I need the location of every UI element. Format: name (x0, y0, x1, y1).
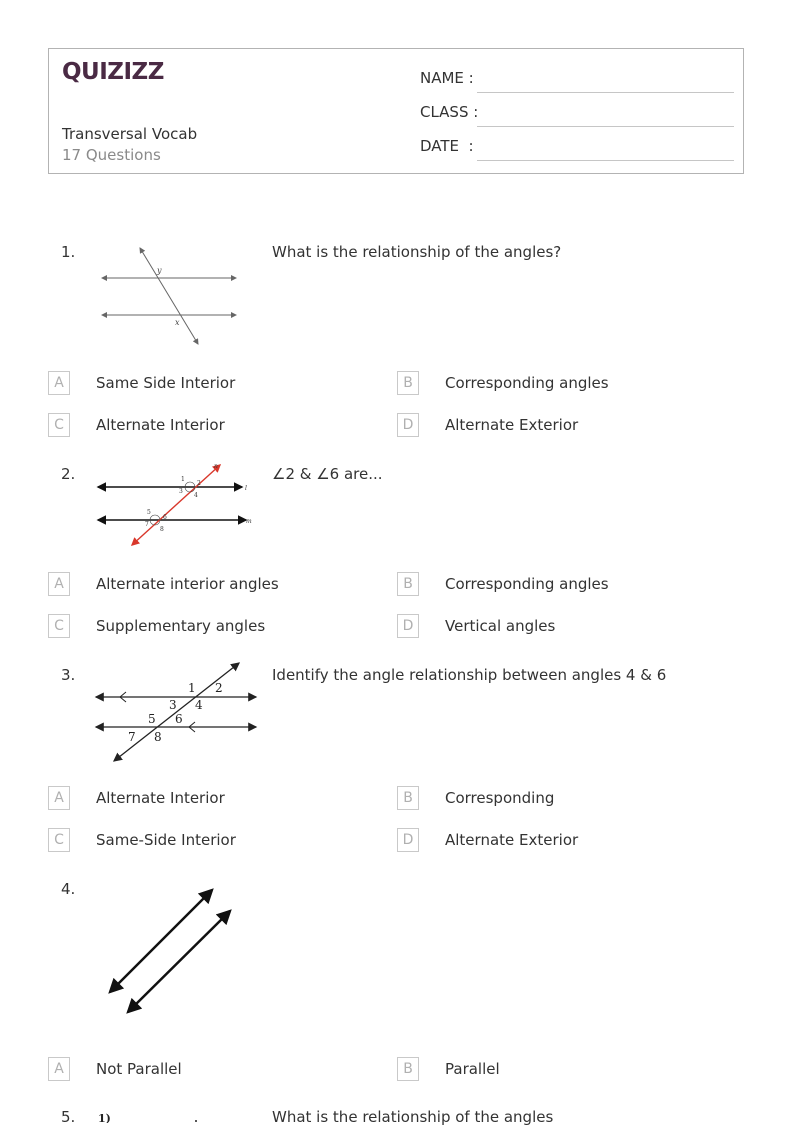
option-d-box[interactable]: D (397, 614, 419, 638)
question-number: 2. (61, 465, 76, 483)
option-a-box[interactable]: A (48, 1057, 70, 1081)
option-b-box[interactable]: B (397, 1057, 419, 1081)
fig-label: 3 (169, 698, 177, 712)
option-a-box[interactable]: A (48, 572, 70, 596)
option-a-text[interactable]: Alternate interior angles (96, 575, 279, 593)
date-line[interactable] (477, 160, 734, 161)
option-b-box[interactable]: B (397, 572, 419, 596)
question-number: 1. (61, 243, 76, 261)
option-c-box[interactable]: C (48, 828, 70, 852)
fig-label: 4 (194, 492, 198, 499)
fig-label: 2 (215, 681, 223, 695)
option-d-text[interactable]: Alternate Exterior (445, 416, 579, 434)
class-line[interactable] (477, 126, 734, 127)
fig-label: 8 (154, 730, 162, 744)
option-a-text[interactable]: Same Side Interior (96, 374, 236, 392)
fig-label: 5 (147, 509, 151, 516)
question-count: 17 Questions (62, 146, 161, 164)
transversal-figure-2 (90, 460, 260, 552)
fig-label: 3 (179, 488, 183, 495)
option-c-text[interactable]: Alternate Interior (96, 416, 225, 434)
question-text: What is the relationship of the angles (272, 1108, 554, 1126)
date-label: DATE : (420, 137, 474, 155)
fig-label: m (246, 518, 252, 525)
option-c-box[interactable]: C (48, 413, 70, 437)
option-b-text[interactable]: Corresponding angles (445, 575, 609, 593)
option-d-box[interactable]: D (397, 828, 419, 852)
fig-label: 1 (188, 681, 196, 695)
fig-label: 6 (163, 514, 167, 521)
option-a-box[interactable]: A (48, 371, 70, 395)
transversal-figure-3 (90, 658, 262, 766)
name-label: NAME : (420, 69, 474, 87)
quizizz-logo: QUIZIZZ (62, 59, 164, 85)
fig-label: 1) (98, 1112, 111, 1123)
question-text: Identify the angle relationship between angles 4 & 6 (272, 666, 667, 684)
option-b-text[interactable]: Parallel (445, 1060, 500, 1078)
option-c-box[interactable]: C (48, 614, 70, 638)
worksheet-title: Transversal Vocab (62, 125, 198, 143)
option-a-box[interactable]: A (48, 786, 70, 810)
class-field[interactable] (420, 103, 734, 125)
class-label: CLASS : (420, 103, 479, 121)
option-b-text[interactable]: Corresponding angles (445, 374, 609, 392)
angle-figure-5 (90, 1108, 210, 1123)
option-a-text[interactable]: Alternate Interior (96, 789, 225, 807)
fig-label: 6 (175, 712, 183, 726)
question-text: What is the relationship of the angles? (272, 243, 562, 261)
option-d-box[interactable]: D (397, 413, 419, 437)
fig-label: 7 (128, 730, 136, 744)
fig-label: 1 (181, 476, 185, 483)
fig-label: y (157, 266, 162, 275)
transversal-figure-1 (90, 242, 250, 350)
fig-label: x (175, 318, 180, 327)
option-c-text[interactable]: Same-Side Interior (96, 831, 236, 849)
question-text: ∠2 & ∠6 are... (272, 465, 383, 483)
date-field[interactable] (420, 137, 734, 159)
fig-label: 8 (160, 526, 164, 533)
name-line[interactable] (477, 92, 734, 93)
fig-label: 7 (145, 521, 149, 528)
option-c-text[interactable]: Supplementary angles (96, 617, 266, 635)
fig-label: n (214, 463, 218, 470)
fig-label: 2 (197, 480, 201, 487)
fig-label: l (245, 485, 247, 492)
option-d-text[interactable]: Alternate Exterior (445, 831, 579, 849)
option-d-text[interactable]: Vertical angles (445, 617, 556, 635)
parallel-lines-figure (90, 880, 250, 1020)
option-b-box[interactable]: B (397, 786, 419, 810)
option-a-text[interactable]: Not Parallel (96, 1060, 182, 1078)
fig-label: 4 (195, 698, 203, 712)
question-number: 5. (61, 1108, 76, 1126)
question-number: 3. (61, 666, 76, 684)
option-b-box[interactable]: B (397, 371, 419, 395)
option-b-text[interactable]: Corresponding (445, 789, 555, 807)
worksheet-header (48, 48, 744, 174)
question-number: 4. (61, 880, 76, 898)
name-field[interactable] (420, 69, 734, 91)
fig-label: 5 (148, 712, 156, 726)
